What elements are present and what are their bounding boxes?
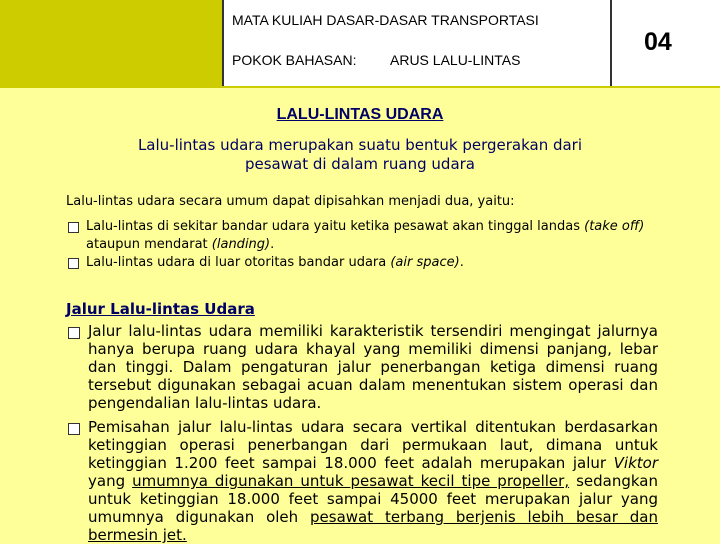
route-description-list [66,322,658,544]
list-item [66,418,658,544]
slide-header [0,0,720,88]
paragraph-text: Jalur lalu-lintas udara memiliki karakteristik tersendiri mengingat jalurnya hanya berupa ruang udara khayal yang memiliki dimensi panjang, lebar dan tinggi. Dalam pengaturan jalur penerbangan ketiga dimensi ruang tersebut digunakan sebagai acuan dalam menentukan sistem operasi dan pengendalian lalu-lintas udara. [88,322,658,412]
list-item [66,322,658,412]
underlined-text: umumnya digunakan untuk pesawat kecil tipe propeller, [132,472,570,490]
bullet-text: Lalu-lintas udara di luar otoritas bandar udara [86,255,391,270]
bullet-term: (take off) [584,219,645,234]
course-title: MATA KULIAH DASAR-DASAR TRANSPORTASI [232,12,539,28]
header-accent-block [0,0,224,86]
checkbox-bullet-icon [68,327,80,339]
topic-label: POKOK BAHASAN: [232,52,357,68]
paragraph-text: Pemisahan jalur lalu-lintas udara secara vertikal ditentukan berdasarkan ketinggian operasi penerbangan dari permukaan laut, dimana untuk ketinggian 1.200 feet sampai 18.000 feet adalah merupakan jalur [88,418,658,472]
header-divider [0,86,720,88]
bullet-term: (landing) [211,237,271,252]
list-item [66,218,686,254]
route-name: Viktor [613,454,658,472]
topic-value: ARUS LALU-LINTAS [390,52,521,68]
bullet-text: . [270,237,275,252]
subsection-title: Jalur Lalu-lintas Udara [66,300,255,318]
underlined-text: pesawat terbang berjenis lebih besar dan bermesin jet. [88,508,658,544]
bullet-text: ataupun mendarat [86,237,212,252]
checkbox-bullet-icon [68,423,80,435]
checkbox-bullet-icon [68,222,79,233]
bullet-text: Lalu-lintas di sekitar bandar udara yaitu ketika pesawat akan tinggal landas [86,219,585,234]
bullet-term: (air space) [390,255,460,270]
header-title-panel [224,0,612,86]
paragraph-text: yang [88,472,133,490]
bullet-text: . [459,255,464,270]
intro-text: Lalu-lintas udara secara umum dapat dipisahkan menjadi dua, yaitu: [66,194,515,209]
checkbox-bullet-icon [68,258,79,269]
list-item [66,254,686,272]
traffic-type-list [66,218,686,272]
paragraph-text: sedangkan untuk ketinggian 18.000 feet sampai 45000 feet merupakan jalur yang umumnya digunakan oleh [88,472,658,526]
slide-number: 04 [644,28,672,56]
section-definition: Lalu-lintas udara merupakan suatu bentuk pergerakan dari pesawat di dalam ruang udara [137,136,583,173]
slide-number-panel [612,0,720,86]
section-title: LALU-LINTAS UDARA [276,106,444,123]
